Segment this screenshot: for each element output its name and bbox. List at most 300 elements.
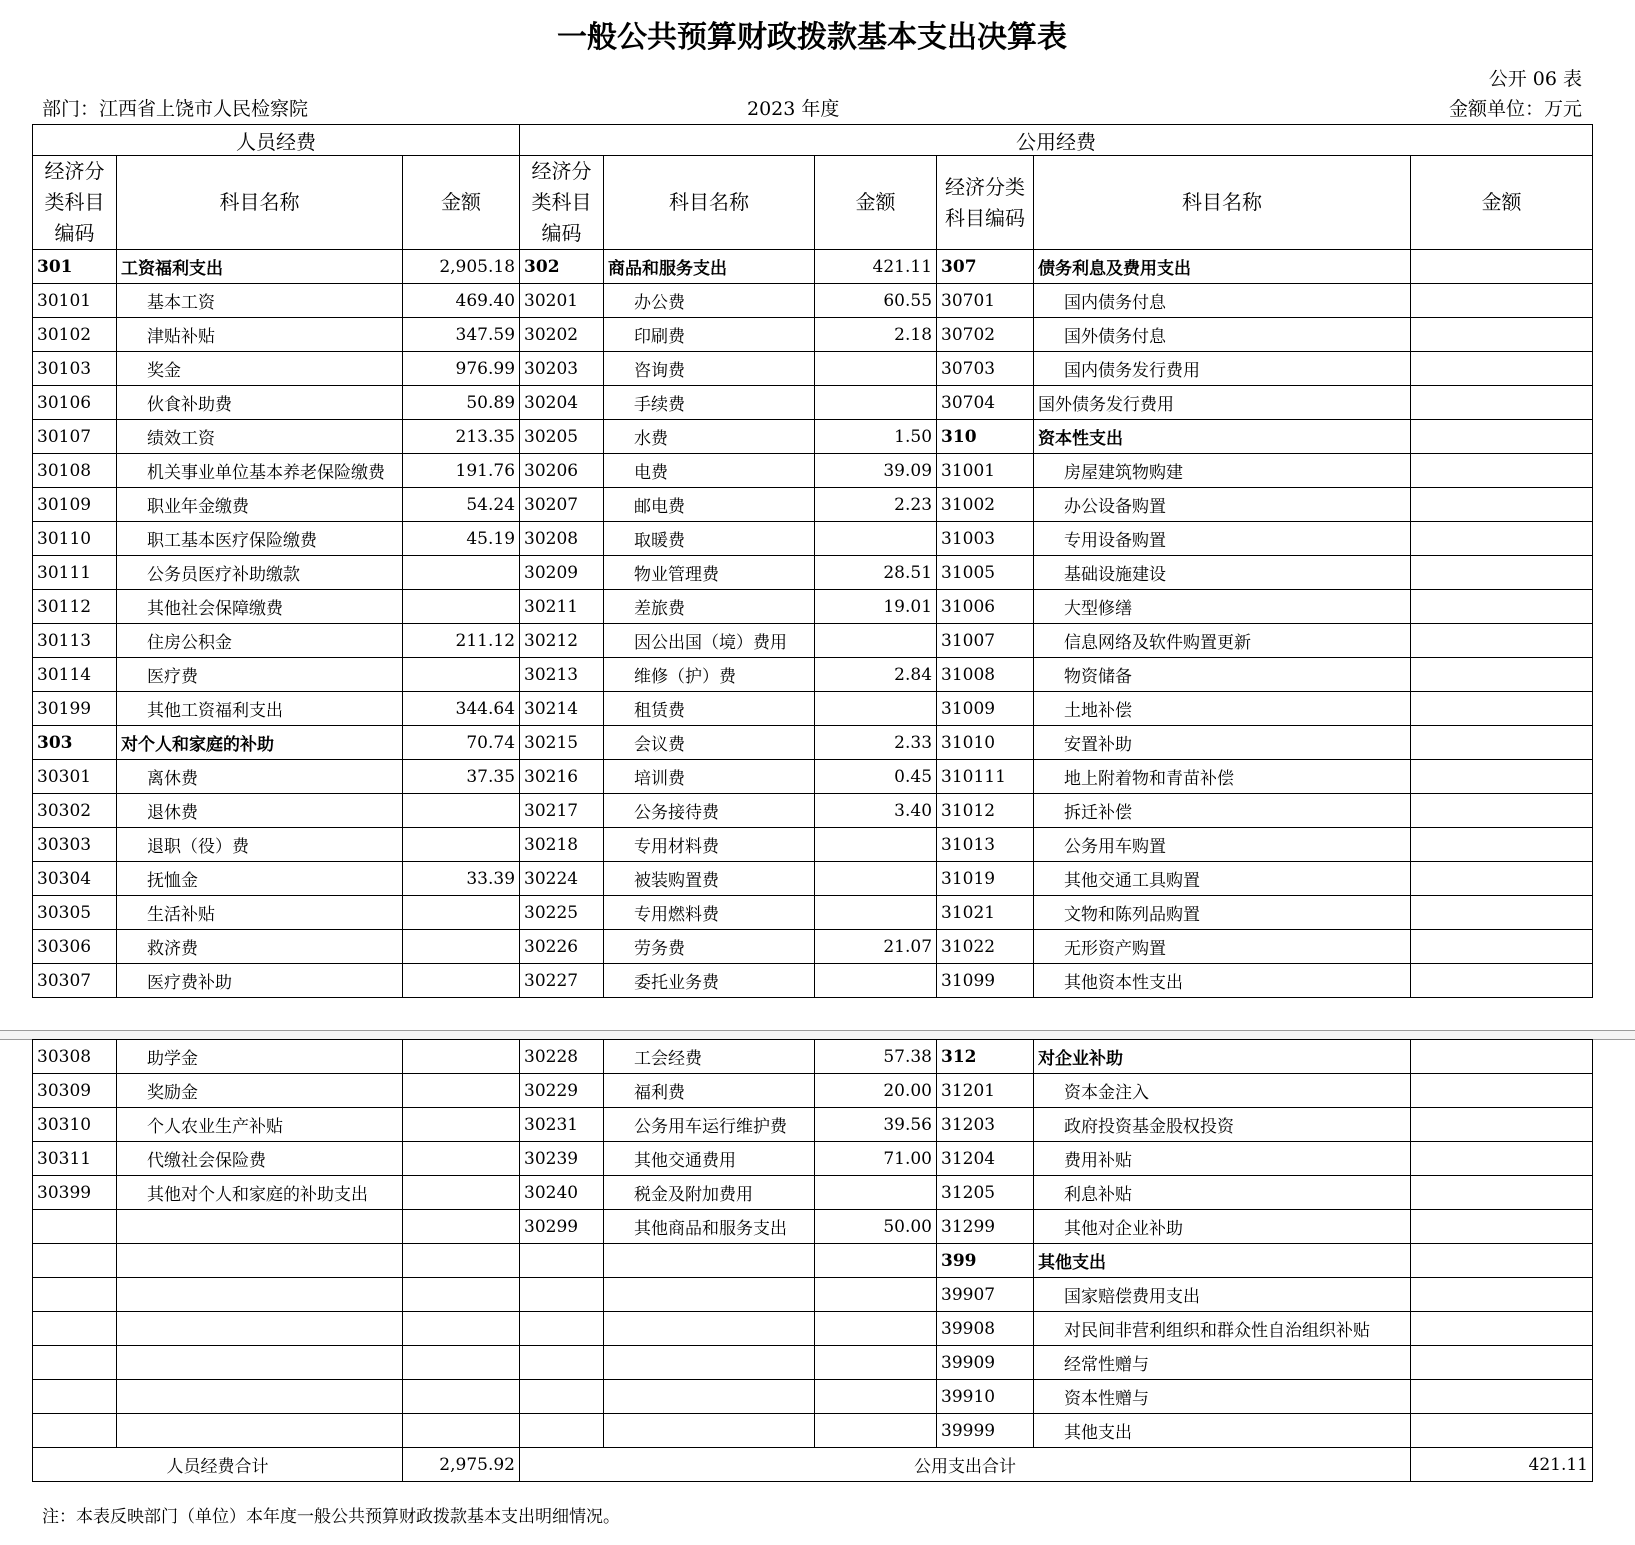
- code-cell[interactable]: 301: [33, 250, 117, 284]
- amount-cell[interactable]: [1411, 1244, 1593, 1278]
- amount-cell[interactable]: [815, 624, 937, 658]
- amount-cell[interactable]: [1411, 454, 1593, 488]
- code-cell[interactable]: 31021: [937, 896, 1034, 930]
- code-cell[interactable]: 312: [937, 1040, 1034, 1074]
- amount-cell[interactable]: [1411, 896, 1593, 930]
- amount-cell[interactable]: [1411, 930, 1593, 964]
- name-cell[interactable]: 其他对企业补助: [1034, 1210, 1411, 1244]
- name-cell[interactable]: 住房公积金: [117, 624, 403, 658]
- amount-cell[interactable]: 21.07: [815, 930, 937, 964]
- code-cell[interactable]: 39910: [937, 1380, 1034, 1414]
- name-cell[interactable]: 办公费: [604, 284, 815, 318]
- name-cell[interactable]: 税金及附加费用: [604, 1176, 815, 1210]
- name-cell[interactable]: 物资储备: [1034, 658, 1411, 692]
- amount-cell[interactable]: [403, 1074, 520, 1108]
- code-cell[interactable]: 30304: [33, 862, 117, 896]
- name-cell[interactable]: 政府投资基金股权投资: [1034, 1108, 1411, 1142]
- code-cell[interactable]: 30309: [33, 1074, 117, 1108]
- code-cell[interactable]: 30225: [520, 896, 604, 930]
- amount-cell[interactable]: 45.19: [403, 522, 520, 556]
- name-cell[interactable]: [117, 1414, 403, 1448]
- name-cell[interactable]: [604, 1312, 815, 1346]
- amount-cell[interactable]: [403, 1210, 520, 1244]
- amount-cell[interactable]: [403, 556, 520, 590]
- name-cell[interactable]: 工资福利支出: [117, 250, 403, 284]
- name-cell[interactable]: 对企业补助: [1034, 1040, 1411, 1074]
- name-cell[interactable]: 公务员医疗补助缴款: [117, 556, 403, 590]
- code-cell[interactable]: 30239: [520, 1142, 604, 1176]
- name-cell[interactable]: 退休费: [117, 794, 403, 828]
- amount-cell[interactable]: [1411, 624, 1593, 658]
- amount-cell[interactable]: [403, 896, 520, 930]
- name-cell[interactable]: 房屋建筑物购建: [1034, 454, 1411, 488]
- code-cell[interactable]: [520, 1414, 604, 1448]
- code-cell[interactable]: 30227: [520, 964, 604, 998]
- code-cell[interactable]: [33, 1210, 117, 1244]
- code-cell[interactable]: 31005: [937, 556, 1034, 590]
- code-cell[interactable]: 30209: [520, 556, 604, 590]
- name-cell[interactable]: 办公设备购置: [1034, 488, 1411, 522]
- amount-cell[interactable]: [815, 1278, 937, 1312]
- name-cell[interactable]: 绩效工资: [117, 420, 403, 454]
- name-cell[interactable]: [117, 1380, 403, 1414]
- code-cell[interactable]: 30702: [937, 318, 1034, 352]
- amount-cell[interactable]: [815, 1346, 937, 1380]
- name-cell[interactable]: 利息补贴: [1034, 1176, 1411, 1210]
- code-cell[interactable]: [520, 1244, 604, 1278]
- code-cell[interactable]: [33, 1244, 117, 1278]
- code-cell[interactable]: 31022: [937, 930, 1034, 964]
- code-cell[interactable]: 30704: [937, 386, 1034, 420]
- code-cell[interactable]: 30303: [33, 828, 117, 862]
- name-cell[interactable]: 国外债务发行费用: [1034, 386, 1411, 420]
- code-cell[interactable]: [520, 1380, 604, 1414]
- name-cell[interactable]: [604, 1380, 815, 1414]
- name-cell[interactable]: 资本性支出: [1034, 420, 1411, 454]
- code-cell[interactable]: 307: [937, 250, 1034, 284]
- code-cell[interactable]: 30215: [520, 726, 604, 760]
- name-cell[interactable]: [117, 1244, 403, 1278]
- amount-cell[interactable]: [1411, 250, 1593, 284]
- amount-cell[interactable]: [403, 964, 520, 998]
- code-cell[interactable]: [520, 1278, 604, 1312]
- code-cell[interactable]: 30103: [33, 352, 117, 386]
- amount-cell[interactable]: [403, 1142, 520, 1176]
- code-cell[interactable]: [520, 1312, 604, 1346]
- name-cell[interactable]: 委托业务费: [604, 964, 815, 998]
- amount-cell[interactable]: [1411, 1414, 1593, 1448]
- amount-cell[interactable]: [403, 1278, 520, 1312]
- amount-cell[interactable]: [1411, 386, 1593, 420]
- amount-cell[interactable]: [1411, 1380, 1593, 1414]
- amount-cell[interactable]: [403, 1380, 520, 1414]
- name-cell[interactable]: 咨询费: [604, 352, 815, 386]
- code-cell[interactable]: [33, 1312, 117, 1346]
- code-cell[interactable]: 30106: [33, 386, 117, 420]
- amount-cell[interactable]: [403, 794, 520, 828]
- name-cell[interactable]: 其他社会保障缴费: [117, 590, 403, 624]
- amount-cell[interactable]: [815, 1380, 937, 1414]
- code-cell[interactable]: 39907: [937, 1278, 1034, 1312]
- code-cell[interactable]: 31205: [937, 1176, 1034, 1210]
- code-cell[interactable]: 31006: [937, 590, 1034, 624]
- name-cell[interactable]: [604, 1244, 815, 1278]
- amount-cell[interactable]: 39.56: [815, 1108, 937, 1142]
- name-cell[interactable]: 租赁费: [604, 692, 815, 726]
- name-cell[interactable]: 代缴社会保险费: [117, 1142, 403, 1176]
- name-cell[interactable]: [117, 1278, 403, 1312]
- name-cell[interactable]: 退职（役）费: [117, 828, 403, 862]
- amount-cell[interactable]: 37.35: [403, 760, 520, 794]
- amount-cell[interactable]: 28.51: [815, 556, 937, 590]
- name-cell[interactable]: [117, 1346, 403, 1380]
- amount-cell[interactable]: [815, 386, 937, 420]
- code-cell[interactable]: 30310: [33, 1108, 117, 1142]
- name-cell[interactable]: 基本工资: [117, 284, 403, 318]
- name-cell[interactable]: 公务用车购置: [1034, 828, 1411, 862]
- amount-cell[interactable]: 347.59: [403, 318, 520, 352]
- code-cell[interactable]: 30240: [520, 1176, 604, 1210]
- code-cell[interactable]: 31012: [937, 794, 1034, 828]
- amount-cell[interactable]: [1411, 1142, 1593, 1176]
- amount-cell[interactable]: [1411, 488, 1593, 522]
- name-cell[interactable]: 其他交通工具购置: [1034, 862, 1411, 896]
- amount-cell[interactable]: [1411, 1176, 1593, 1210]
- code-cell[interactable]: 30202: [520, 318, 604, 352]
- name-cell[interactable]: 职工基本医疗保险缴费: [117, 522, 403, 556]
- amount-cell[interactable]: 19.01: [815, 590, 937, 624]
- name-cell[interactable]: 资本金注入: [1034, 1074, 1411, 1108]
- name-cell[interactable]: 债务利息及费用支出: [1034, 250, 1411, 284]
- code-cell[interactable]: 30203: [520, 352, 604, 386]
- amount-cell[interactable]: [403, 1108, 520, 1142]
- amount-cell[interactable]: 3.40: [815, 794, 937, 828]
- amount-cell[interactable]: [1411, 1346, 1593, 1380]
- amount-cell[interactable]: [815, 692, 937, 726]
- name-cell[interactable]: 维修（护）费: [604, 658, 815, 692]
- amount-cell[interactable]: 191.76: [403, 454, 520, 488]
- code-cell[interactable]: 30114: [33, 658, 117, 692]
- name-cell[interactable]: [117, 1210, 403, 1244]
- name-cell[interactable]: 差旅费: [604, 590, 815, 624]
- amount-cell[interactable]: [815, 828, 937, 862]
- name-cell[interactable]: 物业管理费: [604, 556, 815, 590]
- name-cell[interactable]: 救济费: [117, 930, 403, 964]
- name-cell[interactable]: 津贴补贴: [117, 318, 403, 352]
- amount-cell[interactable]: [1411, 352, 1593, 386]
- code-cell[interactable]: 302: [520, 250, 604, 284]
- name-cell[interactable]: 地上附着物和青苗补偿: [1034, 760, 1411, 794]
- name-cell[interactable]: 机关事业单位基本养老保险缴费: [117, 454, 403, 488]
- code-cell[interactable]: 30218: [520, 828, 604, 862]
- amount-cell[interactable]: [1411, 1278, 1593, 1312]
- name-cell[interactable]: 国家赔偿费用支出: [1034, 1278, 1411, 1312]
- amount-cell[interactable]: 2.33: [815, 726, 937, 760]
- amount-cell[interactable]: [1411, 726, 1593, 760]
- name-cell[interactable]: 其他资本性支出: [1034, 964, 1411, 998]
- name-cell[interactable]: [117, 1312, 403, 1346]
- amount-cell[interactable]: 976.99: [403, 352, 520, 386]
- amount-cell[interactable]: [1411, 522, 1593, 556]
- amount-cell[interactable]: 0.45: [815, 760, 937, 794]
- name-cell[interactable]: 工会经费: [604, 1040, 815, 1074]
- name-cell[interactable]: 会议费: [604, 726, 815, 760]
- code-cell[interactable]: [520, 1346, 604, 1380]
- amount-cell[interactable]: 57.38: [815, 1040, 937, 1074]
- code-cell[interactable]: 30111: [33, 556, 117, 590]
- name-cell[interactable]: 离休费: [117, 760, 403, 794]
- name-cell[interactable]: 奖励金: [117, 1074, 403, 1108]
- name-cell[interactable]: 公务用车运行维护费: [604, 1108, 815, 1142]
- code-cell[interactable]: 30306: [33, 930, 117, 964]
- code-cell[interactable]: 303: [33, 726, 117, 760]
- code-cell[interactable]: 31010: [937, 726, 1034, 760]
- amount-cell[interactable]: 2.84: [815, 658, 937, 692]
- amount-cell[interactable]: [403, 1040, 520, 1074]
- name-cell[interactable]: 国外债务付息: [1034, 318, 1411, 352]
- name-cell[interactable]: 手续费: [604, 386, 815, 420]
- amount-cell[interactable]: [815, 1244, 937, 1278]
- name-cell[interactable]: 邮电费: [604, 488, 815, 522]
- amount-cell[interactable]: [403, 1244, 520, 1278]
- amount-cell[interactable]: 213.35: [403, 420, 520, 454]
- amount-cell[interactable]: [403, 930, 520, 964]
- code-cell[interactable]: 31203: [937, 1108, 1034, 1142]
- name-cell[interactable]: 其他工资福利支出: [117, 692, 403, 726]
- code-cell[interactable]: 39908: [937, 1312, 1034, 1346]
- amount-cell[interactable]: [403, 1414, 520, 1448]
- name-cell[interactable]: 国内债务付息: [1034, 284, 1411, 318]
- amount-cell[interactable]: [403, 658, 520, 692]
- amount-cell[interactable]: 2.18: [815, 318, 937, 352]
- amount-cell[interactable]: 20.00: [815, 1074, 937, 1108]
- code-cell[interactable]: 30217: [520, 794, 604, 828]
- amount-cell[interactable]: [1411, 828, 1593, 862]
- code-cell[interactable]: 30228: [520, 1040, 604, 1074]
- name-cell[interactable]: [604, 1414, 815, 1448]
- amount-cell[interactable]: [1411, 862, 1593, 896]
- amount-cell[interactable]: 33.39: [403, 862, 520, 896]
- name-cell[interactable]: 医疗费补助: [117, 964, 403, 998]
- code-cell[interactable]: 30305: [33, 896, 117, 930]
- amount-cell[interactable]: 71.00: [815, 1142, 937, 1176]
- amount-cell[interactable]: 50.00: [815, 1210, 937, 1244]
- name-cell[interactable]: 电费: [604, 454, 815, 488]
- name-cell[interactable]: 公务接待费: [604, 794, 815, 828]
- amount-cell[interactable]: [1411, 1108, 1593, 1142]
- code-cell[interactable]: 30213: [520, 658, 604, 692]
- amount-cell[interactable]: 469.40: [403, 284, 520, 318]
- name-cell[interactable]: 生活补贴: [117, 896, 403, 930]
- code-cell[interactable]: 30211: [520, 590, 604, 624]
- name-cell[interactable]: 其他交通费用: [604, 1142, 815, 1176]
- amount-cell[interactable]: 2,905.18: [403, 250, 520, 284]
- name-cell[interactable]: 其他支出: [1034, 1244, 1411, 1278]
- code-cell[interactable]: 30311: [33, 1142, 117, 1176]
- code-cell[interactable]: 39909: [937, 1346, 1034, 1380]
- code-cell[interactable]: 310: [937, 420, 1034, 454]
- code-cell[interactable]: 30108: [33, 454, 117, 488]
- code-cell[interactable]: 30102: [33, 318, 117, 352]
- name-cell[interactable]: 对个人和家庭的补助: [117, 726, 403, 760]
- amount-cell[interactable]: [1411, 964, 1593, 998]
- name-cell[interactable]: 福利费: [604, 1074, 815, 1108]
- code-cell[interactable]: 31013: [937, 828, 1034, 862]
- code-cell[interactable]: 30205: [520, 420, 604, 454]
- code-cell[interactable]: [33, 1380, 117, 1414]
- name-cell[interactable]: 资本性赠与: [1034, 1380, 1411, 1414]
- code-cell[interactable]: 31019: [937, 862, 1034, 896]
- amount-cell[interactable]: 211.12: [403, 624, 520, 658]
- name-cell[interactable]: 费用补贴: [1034, 1142, 1411, 1176]
- code-cell[interactable]: 30301: [33, 760, 117, 794]
- amount-cell[interactable]: 1.50: [815, 420, 937, 454]
- code-cell[interactable]: 31009: [937, 692, 1034, 726]
- name-cell[interactable]: 大型修缮: [1034, 590, 1411, 624]
- amount-cell[interactable]: [1411, 692, 1593, 726]
- amount-cell[interactable]: [403, 590, 520, 624]
- name-cell[interactable]: 医疗费: [117, 658, 403, 692]
- name-cell[interactable]: [604, 1278, 815, 1312]
- code-cell[interactable]: 30204: [520, 386, 604, 420]
- code-cell[interactable]: 399: [937, 1244, 1034, 1278]
- amount-cell[interactable]: 70.74: [403, 726, 520, 760]
- name-cell[interactable]: 奖金: [117, 352, 403, 386]
- amount-cell[interactable]: [1411, 556, 1593, 590]
- code-cell[interactable]: 30307: [33, 964, 117, 998]
- code-cell[interactable]: 30308: [33, 1040, 117, 1074]
- code-cell[interactable]: 30224: [520, 862, 604, 896]
- code-cell[interactable]: 30101: [33, 284, 117, 318]
- code-cell[interactable]: 31008: [937, 658, 1034, 692]
- name-cell[interactable]: 无形资产购置: [1034, 930, 1411, 964]
- code-cell[interactable]: 31007: [937, 624, 1034, 658]
- amount-cell[interactable]: [1411, 1074, 1593, 1108]
- code-cell[interactable]: 30231: [520, 1108, 604, 1142]
- code-cell[interactable]: 30399: [33, 1176, 117, 1210]
- code-cell[interactable]: 30299: [520, 1210, 604, 1244]
- name-cell[interactable]: 取暖费: [604, 522, 815, 556]
- name-cell[interactable]: 文物和陈列品购置: [1034, 896, 1411, 930]
- name-cell[interactable]: 基础设施建设: [1034, 556, 1411, 590]
- name-cell[interactable]: 经常性赠与: [1034, 1346, 1411, 1380]
- amount-cell[interactable]: 54.24: [403, 488, 520, 522]
- name-cell[interactable]: 水费: [604, 420, 815, 454]
- code-cell[interactable]: 30302: [33, 794, 117, 828]
- name-cell[interactable]: 伙食补助费: [117, 386, 403, 420]
- code-cell[interactable]: 30214: [520, 692, 604, 726]
- code-cell[interactable]: 30206: [520, 454, 604, 488]
- amount-cell[interactable]: [403, 828, 520, 862]
- code-cell[interactable]: 31001: [937, 454, 1034, 488]
- name-cell[interactable]: [604, 1346, 815, 1380]
- name-cell[interactable]: 被装购置费: [604, 862, 815, 896]
- amount-cell[interactable]: [1411, 590, 1593, 624]
- code-cell[interactable]: 30229: [520, 1074, 604, 1108]
- amount-cell[interactable]: [1411, 1210, 1593, 1244]
- name-cell[interactable]: 因公出国（境）费用: [604, 624, 815, 658]
- code-cell[interactable]: 30201: [520, 284, 604, 318]
- name-cell[interactable]: 印刷费: [604, 318, 815, 352]
- name-cell[interactable]: 其他对个人和家庭的补助支出: [117, 1176, 403, 1210]
- amount-cell[interactable]: [403, 1176, 520, 1210]
- code-cell[interactable]: 30109: [33, 488, 117, 522]
- name-cell[interactable]: 其他商品和服务支出: [604, 1210, 815, 1244]
- name-cell[interactable]: 其他支出: [1034, 1414, 1411, 1448]
- code-cell[interactable]: 30112: [33, 590, 117, 624]
- name-cell[interactable]: 专用材料费: [604, 828, 815, 862]
- code-cell[interactable]: [33, 1278, 117, 1312]
- code-cell[interactable]: 30216: [520, 760, 604, 794]
- amount-cell[interactable]: [815, 896, 937, 930]
- name-cell[interactable]: 信息网络及软件购置更新: [1034, 624, 1411, 658]
- name-cell[interactable]: 国内债务发行费用: [1034, 352, 1411, 386]
- amount-cell[interactable]: [815, 1176, 937, 1210]
- amount-cell[interactable]: [1411, 1040, 1593, 1074]
- name-cell[interactable]: 职业年金缴费: [117, 488, 403, 522]
- amount-cell[interactable]: [1411, 284, 1593, 318]
- code-cell[interactable]: 31003: [937, 522, 1034, 556]
- code-cell[interactable]: 31201: [937, 1074, 1034, 1108]
- amount-cell[interactable]: [815, 522, 937, 556]
- amount-cell[interactable]: [815, 862, 937, 896]
- amount-cell[interactable]: 344.64: [403, 692, 520, 726]
- code-cell[interactable]: 30208: [520, 522, 604, 556]
- amount-cell[interactable]: 50.89: [403, 386, 520, 420]
- amount-cell[interactable]: [815, 352, 937, 386]
- code-cell[interactable]: 30113: [33, 624, 117, 658]
- code-cell[interactable]: 31099: [937, 964, 1034, 998]
- name-cell[interactable]: 个人农业生产补贴: [117, 1108, 403, 1142]
- name-cell[interactable]: 土地补偿: [1034, 692, 1411, 726]
- code-cell[interactable]: [33, 1414, 117, 1448]
- amount-cell[interactable]: [1411, 760, 1593, 794]
- code-cell[interactable]: 30207: [520, 488, 604, 522]
- code-cell[interactable]: 31002: [937, 488, 1034, 522]
- name-cell[interactable]: 抚恤金: [117, 862, 403, 896]
- code-cell[interactable]: 310111: [937, 760, 1034, 794]
- name-cell[interactable]: 专用燃料费: [604, 896, 815, 930]
- amount-cell[interactable]: [1411, 658, 1593, 692]
- amount-cell[interactable]: [403, 1346, 520, 1380]
- code-cell[interactable]: 30703: [937, 352, 1034, 386]
- code-cell[interactable]: 30199: [33, 692, 117, 726]
- amount-cell[interactable]: [1411, 1312, 1593, 1346]
- name-cell[interactable]: 培训费: [604, 760, 815, 794]
- code-cell[interactable]: 30110: [33, 522, 117, 556]
- amount-cell[interactable]: [815, 1312, 937, 1346]
- name-cell[interactable]: 劳务费: [604, 930, 815, 964]
- code-cell[interactable]: 31299: [937, 1210, 1034, 1244]
- amount-cell[interactable]: [815, 964, 937, 998]
- code-cell[interactable]: 30212: [520, 624, 604, 658]
- amount-cell[interactable]: [1411, 318, 1593, 352]
- name-cell[interactable]: 安置补助: [1034, 726, 1411, 760]
- amount-cell[interactable]: [815, 1414, 937, 1448]
- amount-cell[interactable]: [403, 1312, 520, 1346]
- amount-cell[interactable]: 60.55: [815, 284, 937, 318]
- amount-cell[interactable]: [1411, 794, 1593, 828]
- amount-cell[interactable]: [1411, 420, 1593, 454]
- name-cell[interactable]: 拆迁补偿: [1034, 794, 1411, 828]
- code-cell[interactable]: 39999: [937, 1414, 1034, 1448]
- amount-cell[interactable]: 421.11: [815, 250, 937, 284]
- name-cell[interactable]: 商品和服务支出: [604, 250, 815, 284]
- name-cell[interactable]: 对民间非营利组织和群众性自治组织补贴: [1034, 1312, 1411, 1346]
- code-cell[interactable]: 31204: [937, 1142, 1034, 1176]
- code-cell[interactable]: 30226: [520, 930, 604, 964]
- code-cell[interactable]: [33, 1346, 117, 1380]
